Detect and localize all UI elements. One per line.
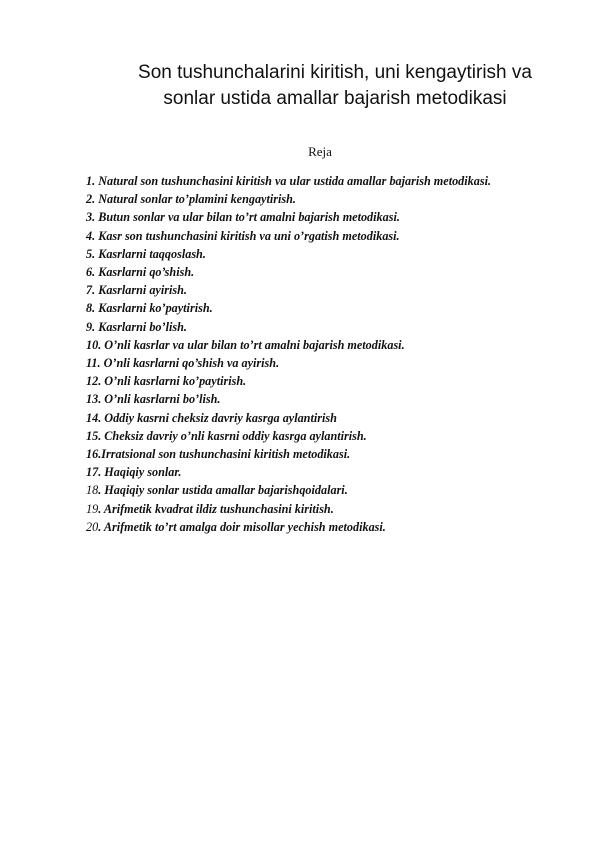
plan-item-text: Natural son tushunchasini kiritish va ular ustida amallar bajarish metodikasi. [95, 174, 492, 188]
plan-item-text: . Haqiqiy sonlar ustida amallar bajarishqoidalari. [98, 483, 348, 498]
title-line-1: Son tushunchalarini kiritish, uni kengaytirish va [138, 62, 532, 83]
plan-item [86, 208, 526, 226]
plan-item [86, 318, 526, 336]
plan-item [86, 281, 526, 299]
plan-item [86, 245, 526, 263]
plan-item-number: 8. [86, 301, 96, 316]
plan-item-number: 16. [86, 447, 102, 462]
plan-item-text: Oddiy kasrni cheksiz davriy kasrga aylantirish [101, 410, 337, 425]
plan-item [86, 518, 526, 536]
plan-item [86, 390, 526, 408]
plan-item [86, 409, 526, 427]
plan-item [86, 427, 526, 445]
plan-item-text: Kasrlarni bo’lish. [95, 319, 187, 334]
plan-item-number: 4. [86, 228, 96, 243]
plan-item-text: Kasrlarni ko’paytirish. [95, 301, 213, 316]
plan-item-number: 9. [86, 319, 96, 334]
plan-item-text: Natural sonlar to’plamini kengaytirish. [95, 192, 296, 207]
plan-item-number: 12. [86, 374, 102, 389]
plan-item-text: Kasrlarni taqqoslash. [95, 246, 206, 261]
plan-item-text: Cheksiz davriy o’nli kasrni oddiy kasrga aylantirish. [101, 428, 367, 443]
plan-item-text: . Arifmetik kvadrat ildiz tushunchasini kiritish. [98, 501, 334, 516]
plan-item [86, 463, 526, 481]
plan-item-number: 14. [86, 410, 102, 425]
plan-item-number: 7. [86, 283, 96, 298]
plan-item [86, 481, 526, 499]
plan-item [86, 354, 526, 372]
plan-item [86, 372, 526, 390]
plan-item [86, 263, 526, 281]
plan-item [86, 500, 526, 518]
plan-heading: Reja [308, 144, 332, 159]
plan-item-number: 15. [86, 428, 102, 443]
plan-item-text: O’nli kasrlarni bo’lish. [101, 392, 221, 407]
plan-item-text: Irratsional son tushunchasini kiritish metodikasi. [101, 447, 351, 462]
plan-item-number: 20 [86, 519, 99, 534]
plan-list [86, 172, 526, 536]
title-line-2: sonlar ustida amallar bajarish metodikasi [163, 88, 507, 109]
plan-item-text: O’nli kasrlarni ko’paytirish. [101, 374, 247, 389]
plan-item-number: 3. [86, 210, 96, 225]
plan-item-number: 17. [86, 465, 102, 480]
plan-item-number: 18 [86, 483, 99, 498]
plan-item-text: Kasrlarni ayirish. [95, 283, 187, 298]
plan-item-text: . Arifmetik to’rt amalga doir misollar yechish metodikasi. [98, 519, 386, 534]
plan-item-number: 11. [86, 356, 101, 371]
plan-item [86, 299, 526, 317]
plan-item-number: 13. [86, 392, 102, 407]
plan-item-text: Kasrlarni qo’shish. [95, 265, 195, 280]
plan-item [86, 172, 526, 190]
plan-item-number: 5. [86, 246, 96, 261]
plan-item-text: Haqiqiy sonlar. [101, 465, 182, 480]
document-title [70, 60, 596, 112]
plan-item-number: 10. [86, 337, 102, 352]
plan-item-number: 6. [86, 265, 96, 280]
plan-item-number: 2. [86, 192, 96, 207]
plan-item [86, 190, 526, 208]
plan-item [86, 445, 526, 463]
plan-item [86, 336, 526, 354]
plan-item-text: O’nli kasrlarni qo’shish va ayirish. [100, 356, 280, 371]
plan-item-number: 1. [86, 174, 96, 188]
plan-item-text: O’nli kasrlar va ular bilan to’rt amalni bajarish metodikasi. [101, 337, 405, 352]
plan-item-text: Butun sonlar va ular bilan to’rt amalni bajarish metodikasi. [95, 210, 400, 225]
plan-item-number: 19 [86, 501, 99, 516]
plan-item-text: Kasr son tushunchasini kiritish va uni o’rgatish metodikasi. [95, 228, 400, 243]
plan-item [86, 227, 526, 245]
